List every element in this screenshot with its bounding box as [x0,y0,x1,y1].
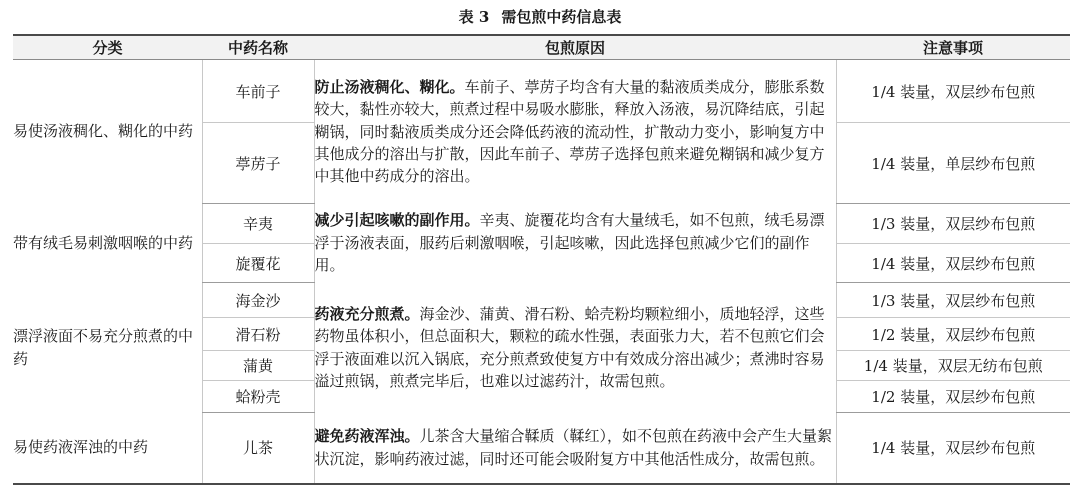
table-title: 需包煎中药信息表 [501,8,622,26]
reason-body: 车前子、葶苈子均含有大量的黏液质类成分，膨胀系数较大，黏性亦较大，煎煮过程中易吸水膨胀，释放入汤液，易沉降结底，引起糊锅，同时黏液质类成分还会降低药液的流动性，扩散动力变小，影响复方中其他成分的溶出与扩散，因此车前子、葶苈子选择包煎来避免糊锅和减少复方中其他中药成分的溶出。 [314,77,825,186]
herb-name-cell: 车前子 [202,60,314,123]
header-notes: 注意事项 [836,35,1070,60]
herb-name-cell: 滑石粉 [202,318,314,351]
table-number: 表 3 [458,8,490,26]
table-caption [0,0,1080,34]
herb-name-cell: 葶苈子 [202,123,314,204]
header-reason: 包煎原因 [314,35,836,60]
header-category: 分类 [13,35,202,60]
category-cell: 易使汤液稠化、糊化的中药 [13,122,194,141]
table-row [13,60,1070,123]
table-row [13,204,1070,244]
herb-name-cell: 辛夷 [202,204,314,244]
note-cell: 1/3 装量，双层纱布包煎 [836,204,1070,244]
reason-body: 海金沙、蒲黄、滑石粉、蛤壳粉均颗粒细小，质地轻浮，这些药物虽体积小，但总面积大，颗粒的疏水性强，表面张力大，若不包煎它们会浮于液面难以沉入锅底，充分煎煮致使复方中有效成分溶出减少；煮沸时容易溢过煎锅，煎煮完毕后，也难以过滤药汁，故需包煎。 [314,304,825,390]
table-row [13,413,1070,484]
category-cell: 带有绒毛易刺激咽喉的中药 [13,233,194,252]
reason-lead: 防止汤液稠化、糊化。 [314,77,465,96]
table-row [13,283,1070,318]
category-cell: 易使药液浑浊的中药 [13,413,202,484]
header-herb-name: 中药名称 [202,35,314,60]
reason-cell [314,204,836,283]
reason-cell [314,413,836,484]
reason-cell [314,60,836,204]
note-cell: 1/2 装量，双层纱布包煎 [836,318,1070,351]
note-cell: 1/4 装量，双层纱布包煎 [836,60,1070,123]
herb-name-cell: 蒲黄 [202,351,314,381]
reason-cell [314,283,836,413]
category-cell: 漂浮液面不易充分煎煮的中药 [13,326,194,368]
herb-table [13,34,1070,485]
herb-name-cell: 蛤粉壳 [202,381,314,413]
herb-name-cell: 儿茶 [202,413,314,484]
note-cell: 1/4 装量，双层无纺布包煎 [836,351,1070,381]
header-row [13,35,1070,60]
reason-body: 辛夷、旋覆花均含有大量绒毛，如不包煎，绒毛易漂浮于汤液表面，服药后刺激咽喉，引起咳嗽，因此选择包煎减少它们的副作用。 [314,211,825,275]
reason-lead: 药液充分煎煮。 [314,304,420,323]
note-cell: 1/2 装量，双层纱布包煎 [836,381,1070,413]
reason-body: 儿茶含大量缩合鞣质（鞣红），如不包煎在药液中会产生大量絮状沉淀，影响药液过滤，同时还可能会吸附复方中其他活性成分，故需包煎。 [314,427,833,468]
note-cell: 1/4 装量，双层纱布包煎 [836,244,1070,283]
herb-name-cell: 旋覆花 [202,244,314,283]
note-cell: 1/3 装量，双层纱布包煎 [836,283,1070,318]
note-cell: 1/4 装量，双层纱布包煎 [836,413,1070,484]
herb-name-cell: 海金沙 [202,283,314,318]
reason-lead: 减少引起咳嗽的副作用。 [314,211,480,230]
reason-lead: 避免药液浑浊。 [314,427,420,446]
note-cell: 1/4 装量，单层纱布包煎 [836,123,1070,204]
